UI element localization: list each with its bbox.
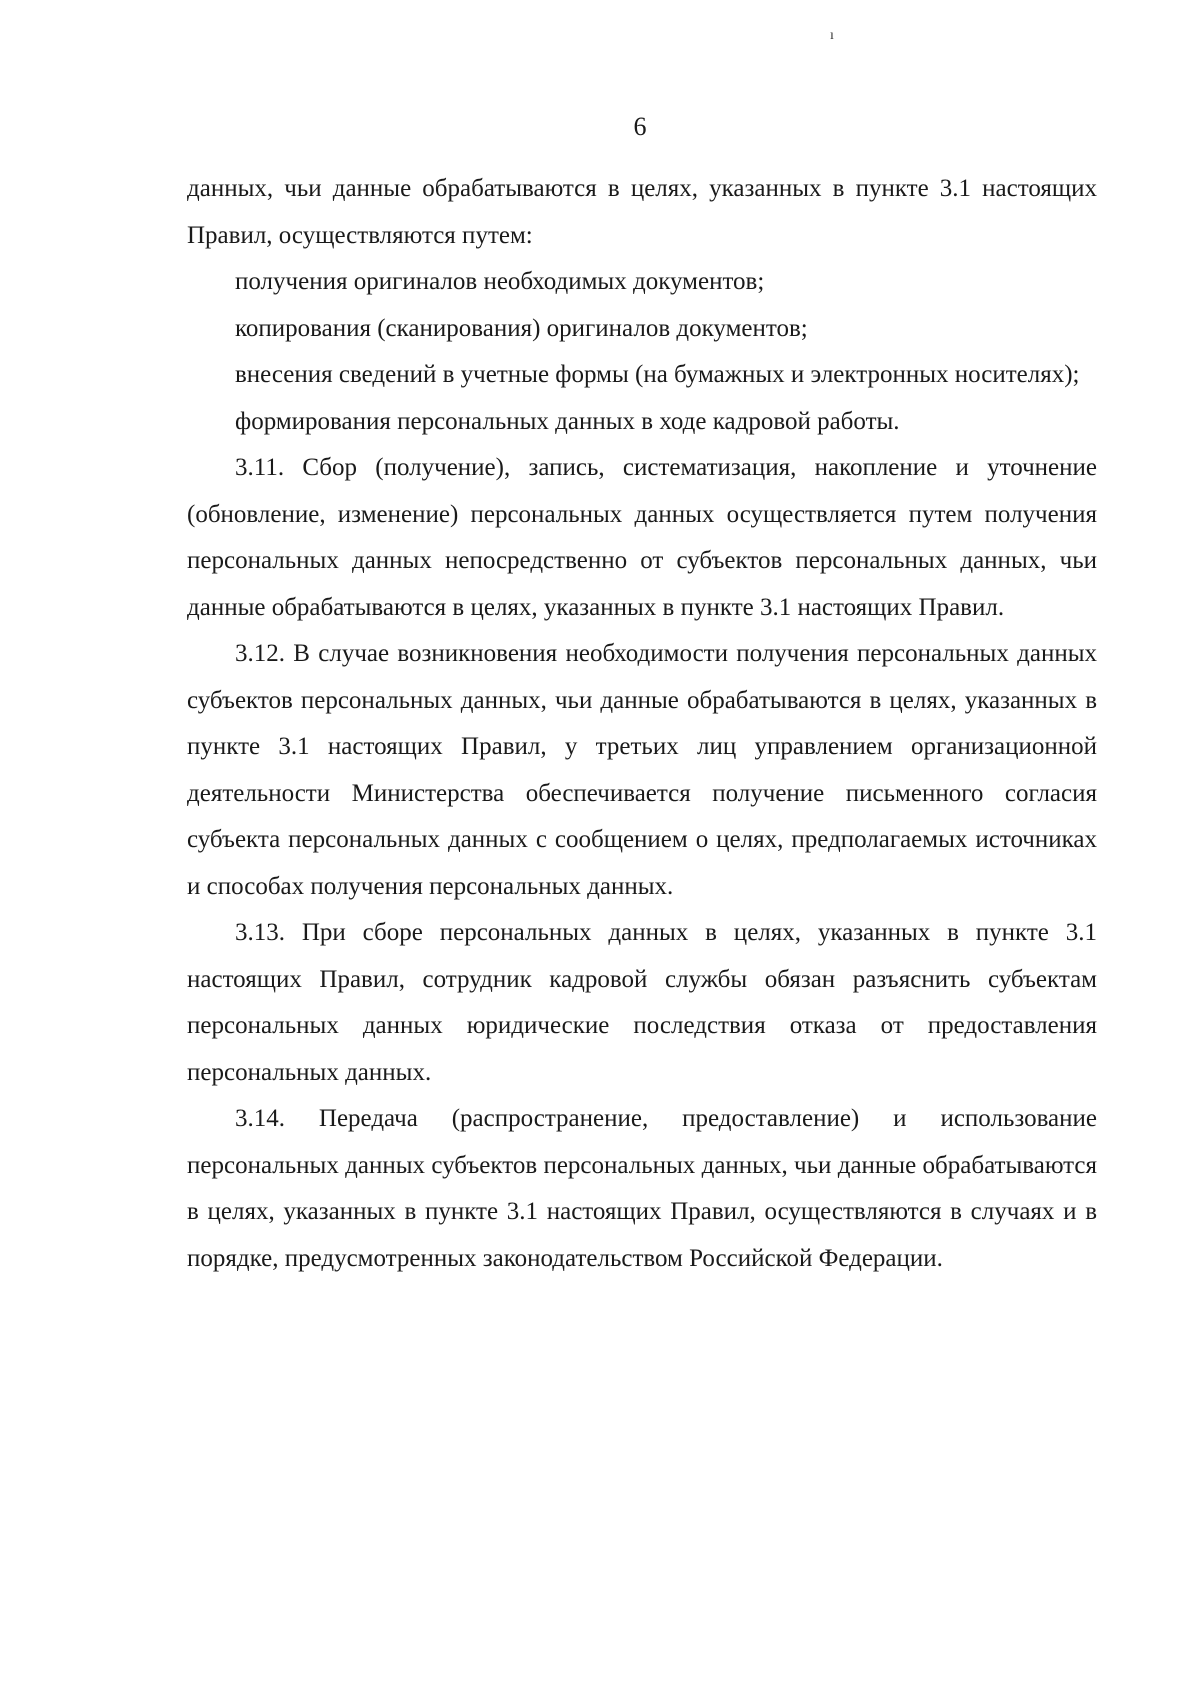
clause-3-13: 3.13. При сборе персональных данных в целях, указанных в пункте 3.1 настоящих Правил, сотрудник кадровой службы обязан разъяснить субъектам персональных данных юридические последствия отказа от предоставления персональных данных.: [187, 919, 1097, 1086]
list-item-formation: формирования персональных данных в ходе кадровой работы.: [235, 407, 900, 435]
page-number: 6: [633, 112, 647, 141]
list-item-forms: внесения сведений в учетные формы (на бумажных и электронных носителях);: [235, 361, 1080, 388]
list-item-copying: копирования (сканирования) оригиналов документов;: [235, 314, 808, 342]
clause-3-14: 3.14. Передача (распространение, предоставление) и использование персональных данных субъектов персональных данных, чьи данные обрабатываются в целях, указанных в пункте 3.1 настоящих Правил, осуществляются в случаях и в порядке, предусмотренных законодательством Российской Федерации.: [187, 1105, 1097, 1272]
scan-artifact-mark: ı: [830, 28, 834, 43]
paragraph-continuation: данных, чьи данные обрабатываются в целях, указанных в пункте 3.1 настоящих Правил, осуществляются путем:: [187, 175, 1097, 249]
clause-3-11: 3.11. Сбор (получение), запись, систематизация, накопление и уточнение (обновление, изменение) персональных данных осуществляется путем получения персональных данных непосредственно от субъектов персональных данных, чьи данные обрабатываются в целях, указанных в пункте 3.1 настоящих Правил.: [187, 454, 1097, 621]
list-item-originals: получения оригиналов необходимых документов;: [235, 268, 765, 295]
document-body: [187, 166, 1097, 1282]
clause-3-12: 3.12. В случае возникновения необходимости получения персональных данных субъектов персональных данных, чьи данные обрабатываются в целях, указанных в пункте 3.1 настоящих Правил, у третьих лиц управлением организационной деятельности Министерства обеспечивается получение письменного согласия субъекта персональных данных с сообщением о целях, предполагаемых источниках и способах получения персональных данных.: [187, 640, 1097, 900]
